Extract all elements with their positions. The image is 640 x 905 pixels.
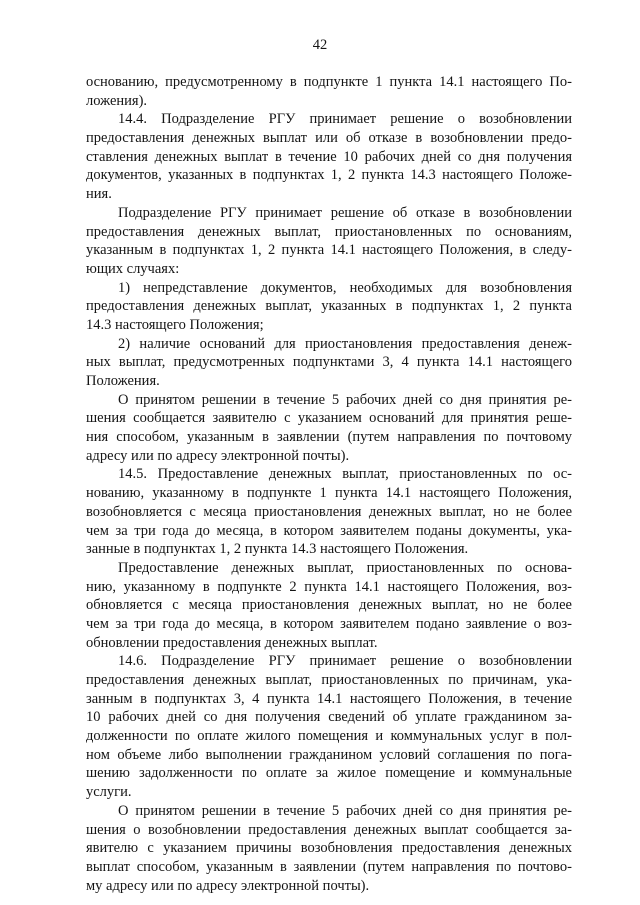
- text-line: 10 рабочих дней со дня получения сведений об уплате гражданином за-: [86, 709, 572, 726]
- text-line: основанию, предусмотренному в подпункте 1 пункта 14.1 настоящего По-: [86, 74, 572, 90]
- text-line: 14.4. Подразделение РГУ принимает решение о возобновлении: [118, 111, 572, 128]
- text-line: 14.6. Подразделение РГУ принимает решение о возобновлении: [118, 653, 572, 670]
- text-line: явителю с указанием причины возобновления предоставления денежных: [86, 840, 572, 857]
- text-line: 2) наличие оснований для приостановления предоставления денеж-: [118, 335, 572, 352]
- paragraph-14-5: [86, 465, 572, 558]
- text-line: ния.: [86, 186, 112, 203]
- paragraph-notification-2: [86, 802, 572, 895]
- text-line: обновлении предоставления денежных выплат.: [86, 634, 378, 651]
- text-line: Предоставление денежных выплат, приостановленных по основа-: [118, 559, 572, 576]
- text-line: ющих случаях:: [86, 260, 180, 277]
- text-line: Подразделение РГУ принимает решение об отказе в возобновлении: [118, 204, 572, 221]
- text-line: выплат способом, указанным в заявлении (путем направления по почтово-: [86, 858, 572, 875]
- paragraph-item-2: [86, 335, 572, 391]
- paragraph-14-4: [86, 110, 572, 203]
- text-line: шения сообщается заявителю с указанием оснований для принятия реше-: [86, 410, 572, 427]
- text-line: шению задолженности по оплате за жилое помещение и коммунальные: [86, 765, 572, 782]
- text-line: услуги.: [86, 784, 132, 801]
- text-line: предоставления денежных выплат, приостановленных по основаниям,: [86, 223, 572, 240]
- paragraph-14-6: [86, 652, 572, 802]
- text-line: указанным в подпунктах 1, 2 пункта 14.1 настоящего Положения, в следу-: [86, 242, 572, 259]
- text-line: занные в подпунктах 1, 2 пункта 14.3 настоящего Положения.: [86, 541, 469, 558]
- text-line: предоставления денежных выплат, указанных в подпунктах 1, 2 пункта: [86, 298, 572, 315]
- document-body: [86, 73, 572, 895]
- text-line: чем за три года до месяца, в котором заявителем поданы документы, ука-: [86, 522, 572, 539]
- text-line: предоставления денежных выплат, приостановленных по причинам, ука-: [86, 672, 572, 688]
- paragraph-item-1: [86, 279, 572, 335]
- text-line: му адресу или по адресу электронной почты).: [86, 877, 370, 894]
- text-line: ставления денежных выплат в течение 10 рабочих дней со дня получения: [86, 148, 572, 165]
- text-line: нию, указанному в подпункте 2 пункта 14.1 настоящего Положения, воз-: [86, 578, 572, 595]
- text-line: возобновляется с месяца приостановления денежных выплат, но не более: [86, 503, 572, 520]
- text-line: долженности по оплате жилого помещения и коммунальных услуг в пол-: [86, 728, 572, 745]
- text-line: ных выплат, предусмотренных подпунктами 3, 4 пункта 14.1 настоящего: [86, 354, 572, 371]
- page-number: 42: [312, 37, 328, 53]
- text-line: ложения).: [86, 92, 148, 109]
- text-line: ном объеме либо выполнении гражданином условий соглашения по пога-: [86, 746, 572, 763]
- paragraph-continuation: [86, 73, 572, 110]
- text-line: обновляется с месяца приостановления денежных выплат, но не более: [86, 597, 572, 614]
- text-line: документов, указанных в подпунктах 1, 2 пункта 14.3 настоящего Положе-: [86, 167, 572, 184]
- paragraph-notification-1: [86, 391, 572, 466]
- text-line: ния способом, указанным в заявлении (путем направления по почтовому: [86, 429, 572, 446]
- text-line: 14.5. Предоставление денежных выплат, приостановленных по ос-: [118, 466, 572, 483]
- text-line: 1) непредставление документов, необходимых для возобновления: [118, 279, 572, 296]
- text-line: Положения.: [86, 373, 160, 389]
- text-line: шения о возобновлении предоставления денежных выплат сообщается за-: [86, 821, 572, 838]
- paragraph-resumption: [86, 559, 572, 652]
- text-line: 14.3 настоящего Положения;: [86, 316, 264, 333]
- text-line: адресу или по адресу электронной почты).: [86, 447, 350, 464]
- paragraph-refusal: [86, 204, 572, 279]
- text-line: предоставления денежных выплат или об отказе в возобновлении предо-: [86, 130, 572, 147]
- text-line: О принятом решении в течение 5 рабочих дней со дня принятия ре-: [118, 802, 572, 819]
- text-line: О принятом решении в течение 5 рабочих дней со дня принятия ре-: [118, 391, 572, 408]
- text-line: занным в подпунктах 3, 4 пункта 14.1 настоящего Положения, в течение: [86, 690, 572, 707]
- text-line: чем за три года до месяца, в котором заявителем подано заявление о воз-: [86, 615, 572, 632]
- text-line: нованию, указанному в подпункте 1 пункта 14.1 настоящего Положения,: [86, 485, 572, 502]
